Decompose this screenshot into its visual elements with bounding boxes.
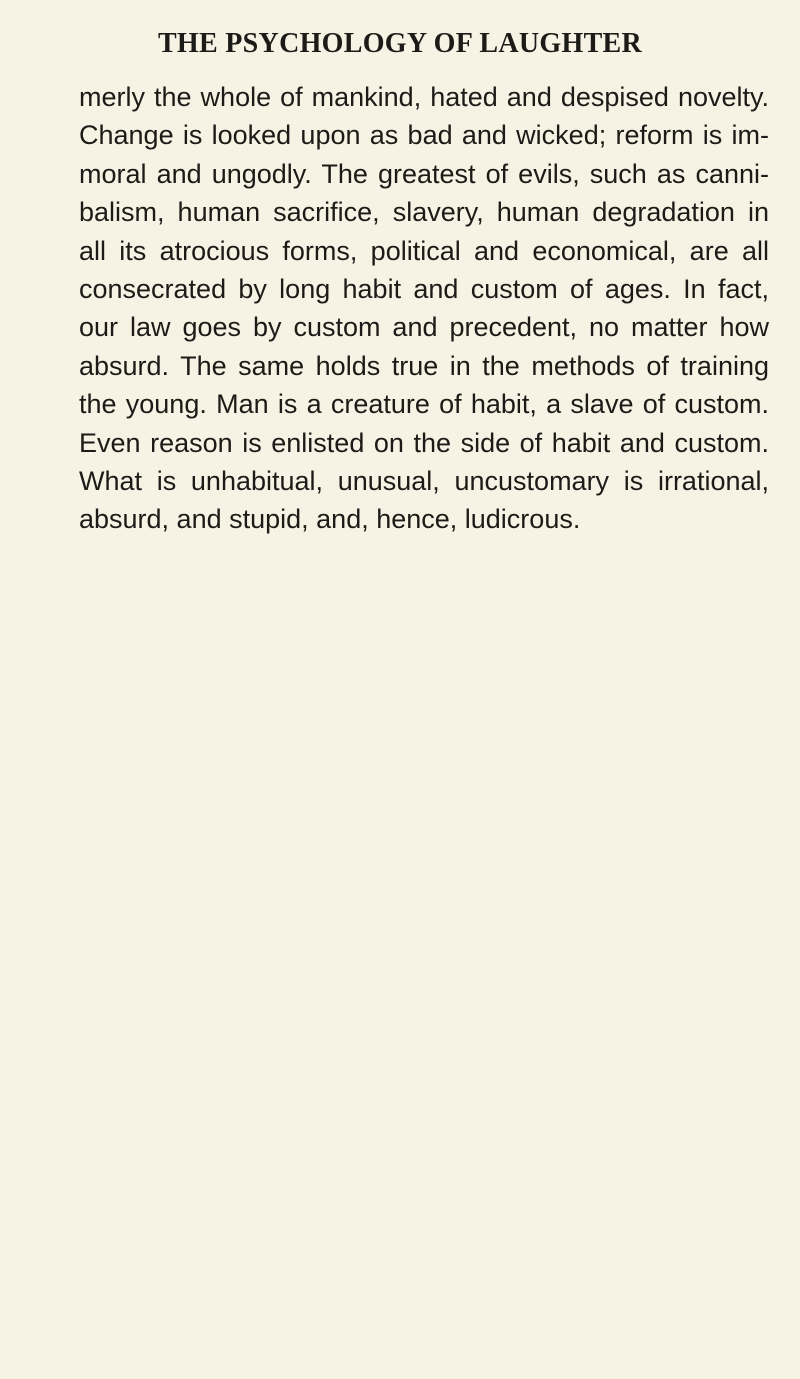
text-line: the young. Man is a creature of habit, a slave of custom. [79, 389, 769, 420]
text-line: Even reason is enlisted on the side of habit and custom. [79, 427, 769, 458]
text-line: absurd, and stupid, and, hence, ludicrous. [79, 504, 581, 535]
text-line: absurd. The same holds true in the methods of training [79, 350, 769, 381]
text-line: our law goes by custom and precedent, no matter how [79, 312, 769, 343]
text-line: Change is looked upon as bad and wicked; reform is im- [79, 120, 769, 151]
text-line: What is unhabitual, unusual, uncustomary is irrational, [79, 465, 769, 496]
text-line: moral and ungodly. The greatest of evils, such as canni- [79, 158, 769, 189]
text-line: all its atrocious forms, political and economical, are all [79, 235, 769, 266]
text-line: consecrated by long habit and custom of ages. In fact, [79, 273, 769, 304]
text-line: balism, human sacrifice, slavery, human degradation in [79, 197, 769, 228]
body-paragraph [79, 78, 769, 539]
running-head: THE PSYCHOLOGY OF LAUGHTER [157, 28, 643, 59]
text-line: merly the whole of mankind, hated and despised novelty. [79, 82, 769, 112]
